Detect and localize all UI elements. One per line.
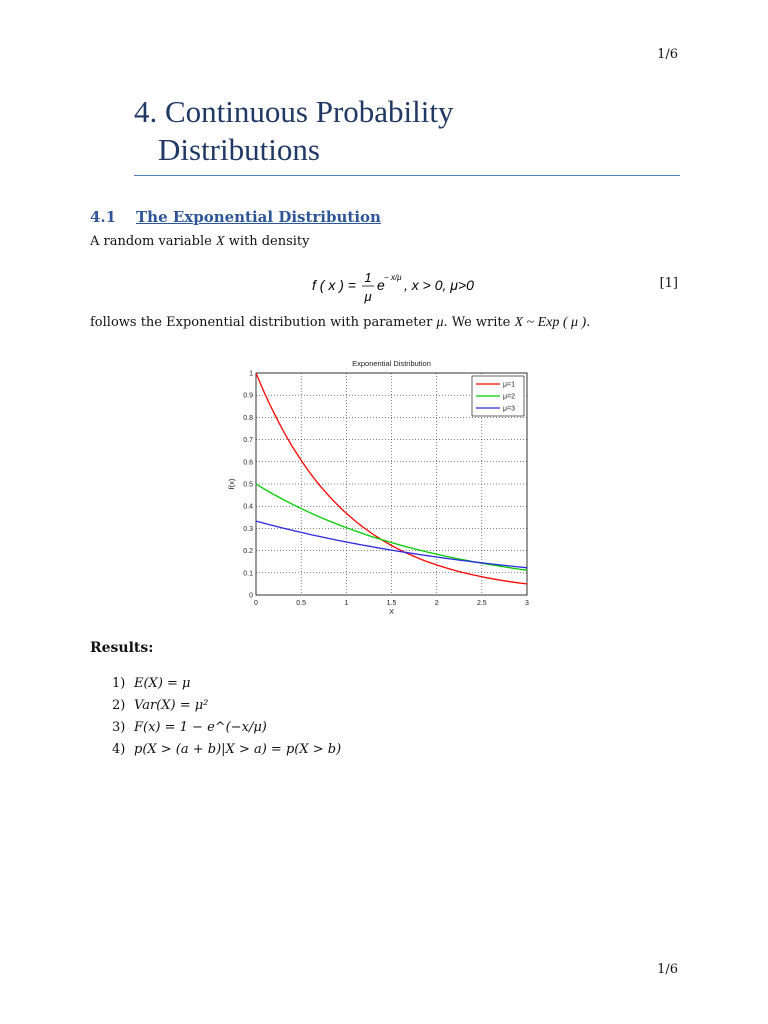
x-tick-label: 0 — [254, 600, 258, 607]
y-axis-label: f(x) — [227, 478, 236, 490]
formula-condition: , x > 0, μ>0 — [404, 277, 474, 293]
intro-variable: X — [216, 234, 225, 249]
result-item — [112, 672, 341, 694]
formula-exp-base: e — [377, 277, 385, 293]
result-number: 3) — [112, 719, 126, 735]
follows-paragraph — [90, 315, 590, 331]
y-tick-label: 1 — [249, 370, 253, 378]
chapter-title-line2: Distributions — [158, 132, 320, 167]
page-number-top: 1/6 — [657, 47, 678, 62]
chapter-title — [134, 93, 454, 169]
x-tick-label: 1 — [344, 600, 349, 607]
result-formula: E(X) = μ — [134, 675, 191, 691]
y-tick-label: 0.5 — [243, 481, 253, 489]
y-tick-label: 0.8 — [243, 414, 253, 422]
y-tick-label: 0.7 — [243, 437, 253, 445]
results-list — [112, 672, 341, 760]
x-tick-label: 2.5 — [476, 600, 487, 607]
page-number-bottom: 1/6 — [657, 962, 678, 977]
x-axis-label: X — [388, 607, 395, 616]
x-tick-label: 0.5 — [296, 600, 307, 607]
result-number: 4) — [112, 741, 126, 757]
y-tick-label: 0.9 — [243, 392, 253, 400]
legend-label-3: μ=3 — [503, 405, 516, 413]
y-tick-label: 0.6 — [243, 459, 253, 467]
equation-number: [1] — [659, 276, 678, 291]
results-heading: Results: — [90, 640, 154, 656]
legend-label-2: μ=2 — [503, 393, 516, 401]
formula-lhs: f ( x ) = — [312, 277, 356, 293]
follows-text: follows the Exponential distribution with parameter — [90, 315, 437, 330]
follows-text-end: . — [586, 315, 591, 330]
chapter-number: 4. — [134, 94, 158, 129]
section-heading — [90, 208, 381, 226]
x-tick-label: 1.5 — [386, 600, 397, 607]
y-tick-label: 0 — [249, 592, 253, 600]
result-item — [112, 738, 341, 760]
x-tick-label: 3 — [525, 600, 529, 607]
result-number: 1) — [112, 675, 126, 691]
y-tick-label: 0.3 — [243, 525, 253, 533]
section-title: The Exponential Distribution — [136, 208, 381, 226]
follows-text-mid: . We write — [443, 315, 515, 330]
y-tick-label: 0.4 — [243, 503, 253, 511]
result-formula: Var(X) = μ² — [134, 697, 209, 713]
chapter-title-line1: Continuous Probability — [165, 94, 454, 129]
y-tick-label: 0.1 — [243, 570, 253, 578]
result-item — [112, 694, 341, 716]
chart-title: Exponential Distribution — [352, 359, 431, 368]
intro-paragraph — [90, 234, 310, 250]
density-formula — [312, 268, 512, 308]
exponential-chart — [220, 355, 540, 620]
result-item — [112, 716, 341, 738]
intro-text-end: with density — [224, 234, 310, 249]
follows-mu: μ — [436, 315, 444, 330]
intro-text: A random variable — [90, 234, 216, 249]
formula-exponent: − x/μ — [384, 273, 402, 282]
title-rule — [134, 175, 680, 176]
follows-notation: X ~ Exp ( μ ) — [514, 315, 587, 330]
y-tick-label: 0.2 — [243, 548, 253, 556]
result-formula: p(X > (a + b)|X > a) = p(X > b) — [134, 741, 342, 757]
formula-frac-den: μ — [364, 289, 372, 304]
legend-label-1: μ=1 — [503, 381, 516, 389]
result-number: 2) — [112, 697, 126, 713]
x-tick-label: 2 — [434, 600, 439, 607]
formula-frac-num: 1 — [364, 270, 372, 285]
result-formula: F(x) = 1 − e^(−x/μ) — [134, 719, 267, 735]
section-number: 4.1 — [90, 208, 117, 226]
